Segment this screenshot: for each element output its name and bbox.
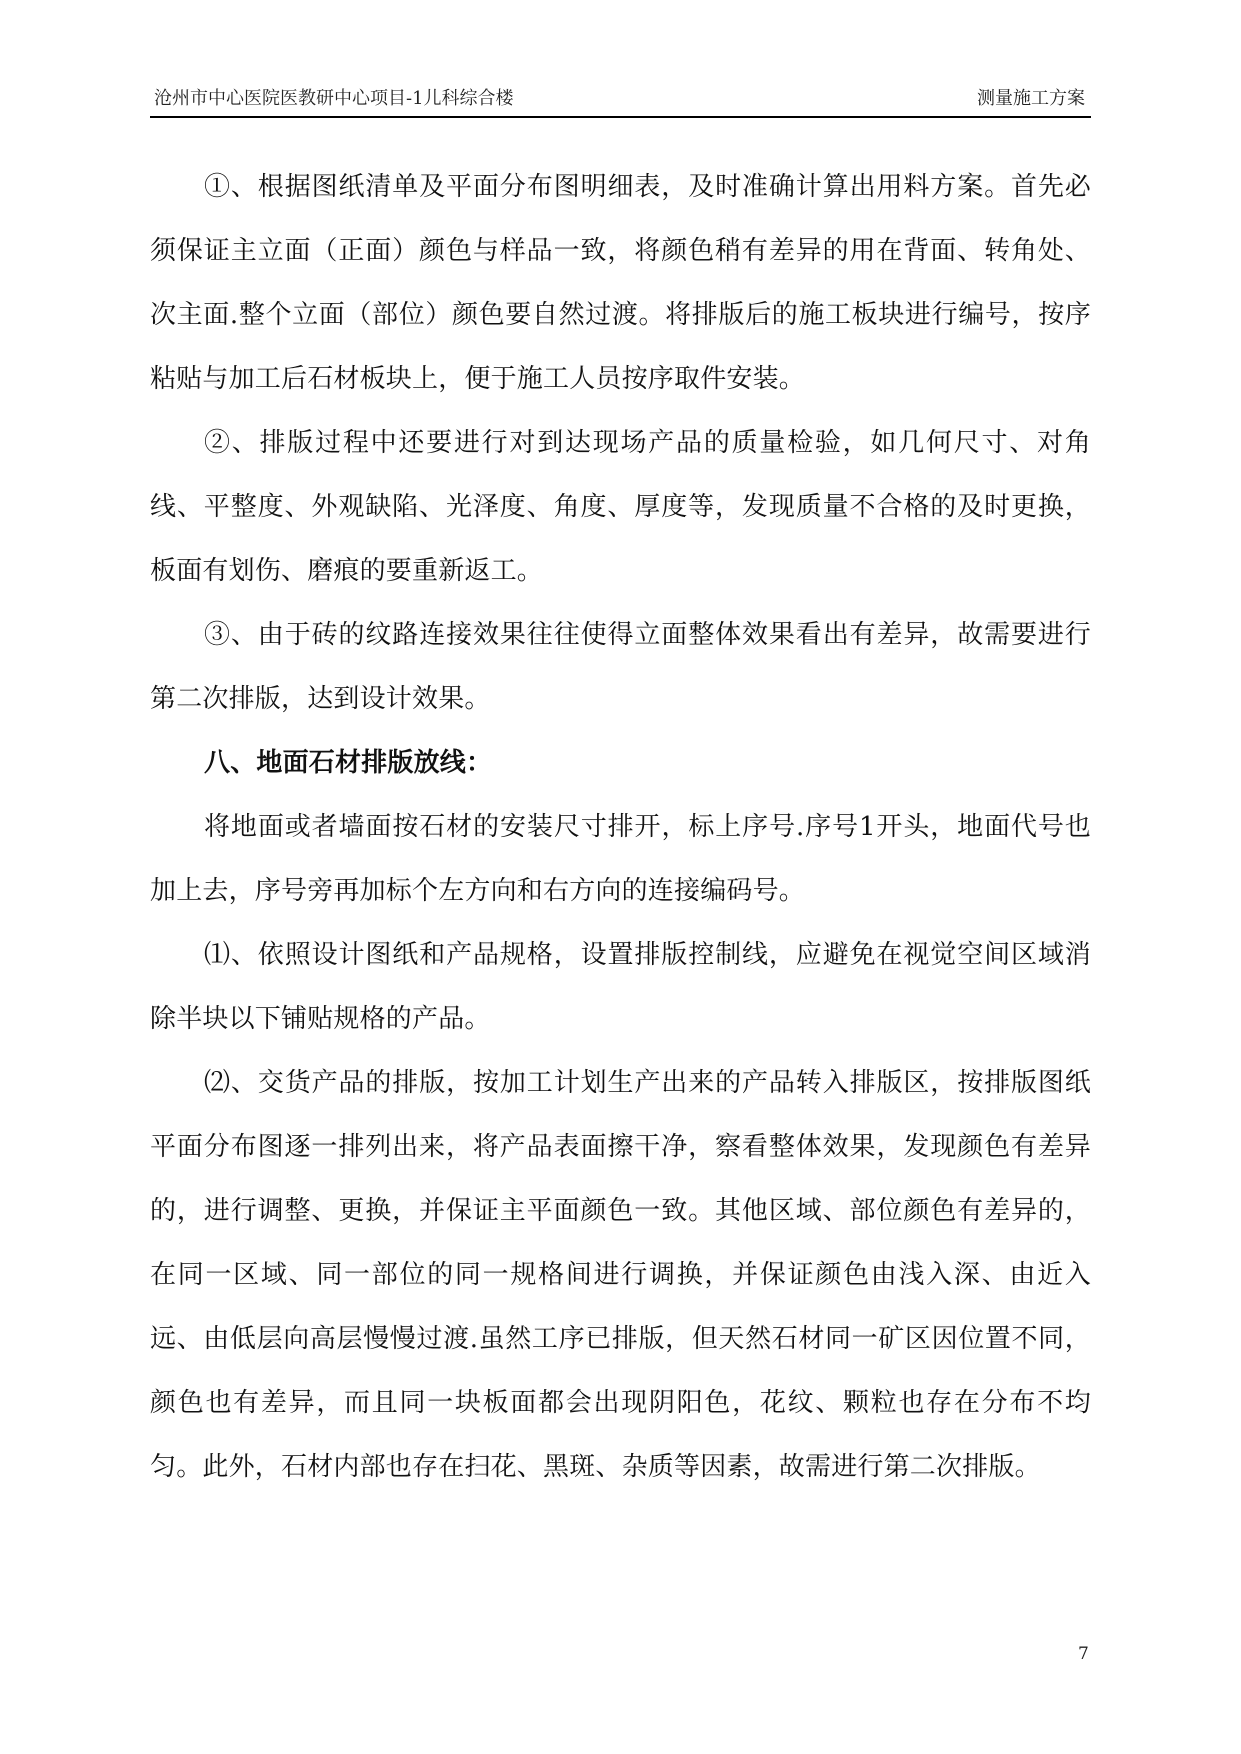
header-document-title: 测量施工方案 (977, 88, 1085, 109)
document-body (150, 155, 1091, 1499)
paragraph-item-1: ①、根据图纸清单及平面分布图明细表，及时准确计算出用料方案。首先必须保证主立面（正面）颜色与样品一致，将颜色稍有差异的用在背面、转角处、次主面.整个立面（部位）颜色要自然过渡。将排版后的施工板块进行编号，按序粘贴与加工后石材板块上，便于施工人员按序取件安装。 (150, 172, 1091, 394)
paragraph-item-3: ③、由于砖的纹路连接效果往往使得立面整体效果看出有差异，故需要进行第二次排版，达到设计效果。 (150, 620, 1091, 714)
paragraph-intro: 将地面或者墙面按石材的安装尺寸排开，标上序号.序号1开头，地面代号也加上去，序号旁再加标个左方向和右方向的连接编码号。 (150, 812, 1091, 906)
section-heading: 八、地面石材排版放线： (204, 748, 493, 778)
paragraph-item-a: ⑴、依照设计图纸和产品规格，设置排版控制线，应避免在视觉空间区域消除半块以下铺贴规格的产品。 (150, 940, 1091, 1034)
page-number: 7 (1078, 1644, 1089, 1664)
header-project-title: 沧州市中心医院医教研中心项目-1儿科综合楼 (154, 88, 514, 109)
paragraph-item-b: ⑵、交货产品的排版，按加工计划生产出来的产品转入排版区，按排版图纸平面分布图逐一排列出来，将产品表面擦干净，察看整体效果，发现颜色有差异的，进行调整、更换，并保证主平面颜色一致。其他区域、部位颜色有差异的，在同一区域、同一部位的同一规格间进行调换，并保证颜色由浅入深、由近入远、由低层向高层慢慢过渡.虽然工序已排版，但天然石材同一矿区因位置不同，颜色也有差异，而且同一块板面都会出现阴阳色，花纹、颗粒也存在分布不均匀。此外，石材内部也存在扫花、黑斑、杂质等因素，故需进行第二次排版。 (150, 1068, 1091, 1482)
page-header (150, 84, 1091, 118)
paragraph-item-2: ②、排版过程中还要进行对到达现场产品的质量检验，如几何尺寸、对角线、平整度、外观缺陷、光泽度、角度、厚度等，发现质量不合格的及时更换，板面有划伤、磨痕的要重新返工。 (150, 428, 1091, 586)
